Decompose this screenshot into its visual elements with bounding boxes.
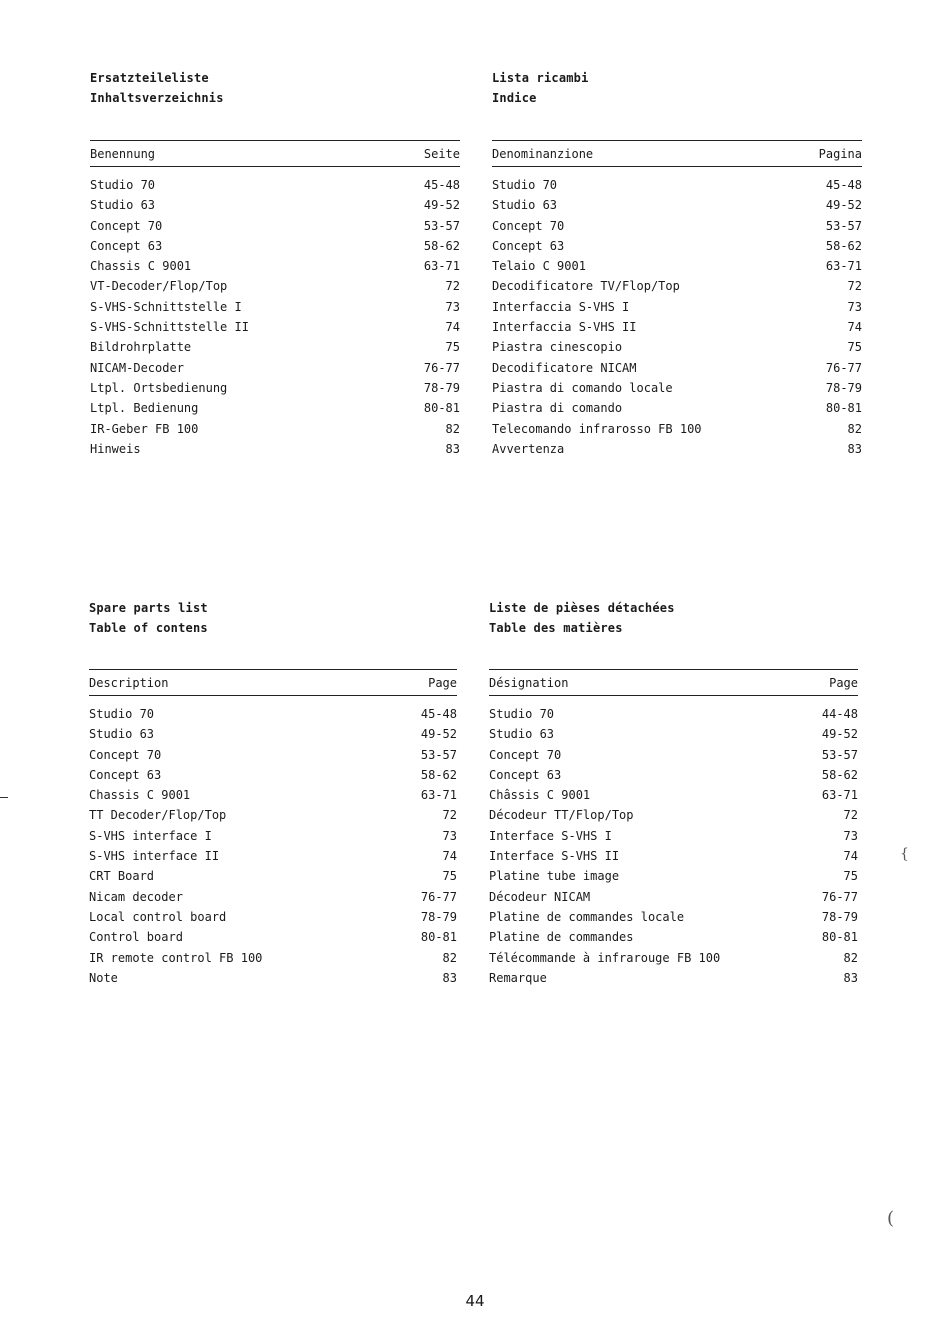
- row-page: 74: [442, 849, 457, 864]
- scan-mark: [0, 797, 8, 798]
- table-row: [489, 826, 858, 846]
- column-header-description: Description: [89, 675, 169, 690]
- table-row: [489, 907, 858, 927]
- row-page: 80-81: [821, 930, 858, 945]
- row-label: S-VHS interface II: [89, 849, 220, 864]
- row-label: Bildrohrplatte: [90, 340, 192, 355]
- row-label: Studio 63: [492, 198, 558, 213]
- row-page: 49-52: [420, 727, 457, 742]
- table-row: [90, 256, 460, 276]
- row-label: Hinweis: [90, 441, 141, 456]
- table-row: [89, 907, 457, 927]
- section-subtitle: Table des matières: [489, 621, 623, 635]
- row-label: CRT Board: [89, 869, 155, 884]
- row-label: Concept 70: [492, 218, 565, 233]
- table-row: [90, 276, 460, 296]
- row-label: Decodificatore NICAM: [492, 360, 637, 375]
- table-row: [492, 195, 862, 215]
- row-page: 76-77: [825, 360, 862, 375]
- row-label: Interface S-VHS I: [489, 828, 612, 843]
- row-page: 76-77: [423, 360, 460, 375]
- row-page: 53-57: [420, 747, 457, 762]
- column-header-description: Désignation: [489, 675, 569, 690]
- row-page: 58-62: [825, 238, 862, 253]
- section-german: [90, 68, 460, 456]
- row-page: 74: [847, 320, 862, 335]
- section-title: Spare parts list: [89, 601, 208, 615]
- row-page: 75: [445, 340, 460, 355]
- row-label: Interfaccia S-VHS I: [492, 299, 630, 314]
- row-page: 75: [843, 869, 858, 884]
- column-header-description: Benennung: [90, 146, 156, 161]
- row-label: Télécommande à infrarouge FB 100: [489, 950, 721, 965]
- row-label: Platine de commandes locale: [489, 909, 685, 924]
- row-label: Concept 63: [492, 238, 565, 253]
- row-label: Studio 70: [492, 178, 558, 192]
- row-page: 83: [442, 970, 457, 985]
- table-row: [89, 846, 457, 866]
- row-label: Piastra di comando locale: [492, 380, 673, 395]
- row-page: 63-71: [423, 259, 460, 274]
- row-label: Studio 63: [89, 727, 155, 742]
- row-page: 63-71: [825, 259, 862, 274]
- row-label: Concept 70: [89, 747, 162, 762]
- table-body: [89, 704, 457, 988]
- section-subtitle: Inhaltsverzeichnis: [90, 91, 224, 105]
- table-row: [90, 216, 460, 236]
- table-row: [492, 337, 862, 357]
- table-row: [89, 724, 457, 744]
- row-page: 53-57: [423, 218, 460, 233]
- row-page: 72: [442, 808, 457, 823]
- section-english: [89, 598, 457, 985]
- row-page: 63-71: [420, 788, 457, 803]
- row-label: IR remote control FB 100: [89, 950, 263, 965]
- row-label: Chassis C 9001: [89, 788, 191, 803]
- table-row: [89, 866, 457, 886]
- row-label: Décodeur NICAM: [489, 889, 591, 904]
- row-page: 49-52: [821, 727, 858, 742]
- table-row: [90, 378, 460, 398]
- row-page: 83: [445, 441, 460, 456]
- section-french: [489, 598, 858, 985]
- table-row: [90, 195, 460, 215]
- row-label: S-VHS interface I: [89, 828, 212, 843]
- table-row: [89, 704, 457, 724]
- table-header: [489, 669, 858, 696]
- table-row: [90, 419, 460, 439]
- contents-table: [89, 669, 457, 988]
- section-title: Ersatzteileliste: [90, 71, 209, 85]
- row-page: 53-57: [825, 218, 862, 233]
- table-header: [90, 140, 460, 167]
- row-page: 73: [847, 299, 862, 314]
- row-page: 44-48: [821, 707, 858, 721]
- row-label: Concept 63: [489, 767, 562, 782]
- table-row: [489, 785, 858, 805]
- table-row: [489, 968, 858, 988]
- row-label: Decodificatore TV/Flop/Top: [492, 279, 680, 294]
- row-page: 63-71: [821, 788, 858, 803]
- row-label: Concept 70: [489, 747, 562, 762]
- row-page: 80-81: [420, 930, 457, 945]
- table-row: [492, 297, 862, 317]
- table-row: [89, 745, 457, 765]
- table-row: [89, 948, 457, 968]
- row-label: Remarque: [489, 970, 547, 985]
- row-label: NICAM-Decoder: [90, 360, 184, 375]
- table-row: [89, 826, 457, 846]
- row-label: Nicam decoder: [89, 889, 183, 904]
- row-page: 45-48: [423, 178, 460, 192]
- row-label: Châssis C 9001: [489, 788, 591, 803]
- row-page: 72: [843, 808, 858, 823]
- row-page: 80-81: [423, 401, 460, 416]
- row-label: Concept 63: [90, 238, 163, 253]
- column-header-description: Denominanzione: [492, 146, 594, 161]
- row-label: Studio 70: [90, 178, 156, 192]
- table-row: [489, 704, 858, 724]
- table-row: [90, 297, 460, 317]
- table-row: [89, 968, 457, 988]
- row-page: 78-79: [420, 909, 457, 924]
- row-label: Interfaccia S-VHS II: [492, 320, 637, 335]
- row-page: 72: [847, 279, 862, 294]
- row-page: 76-77: [821, 889, 858, 904]
- page-number: 44: [465, 1292, 485, 1310]
- row-label: Local control board: [89, 909, 227, 924]
- row-page: 58-62: [423, 238, 460, 253]
- contents-table: [90, 140, 460, 459]
- table-row: [492, 276, 862, 296]
- row-page: 82: [843, 950, 858, 965]
- table-row: [90, 317, 460, 337]
- row-page: 73: [843, 828, 858, 843]
- row-page: 82: [442, 950, 457, 965]
- scan-mark: (: [887, 1208, 895, 1229]
- table-row: [489, 846, 858, 866]
- table-row: [492, 317, 862, 337]
- section-italian: [492, 68, 862, 456]
- table-body: [492, 175, 862, 459]
- row-label: Avvertenza: [492, 441, 565, 456]
- table-row: [489, 724, 858, 744]
- row-page: 74: [843, 849, 858, 864]
- table-row: [489, 866, 858, 886]
- section-title: Liste de pièses détachées: [489, 601, 675, 615]
- table-row: [492, 439, 862, 459]
- table-row: [89, 805, 457, 825]
- table-row: [492, 419, 862, 439]
- row-page: 49-52: [423, 198, 460, 213]
- row-label: Platine de commandes: [489, 930, 634, 945]
- row-label: S-VHS-Schnittstelle II: [90, 320, 249, 335]
- row-page: 82: [847, 421, 862, 436]
- table-row: [89, 927, 457, 947]
- contents-table: [492, 140, 862, 459]
- row-page: 75: [442, 869, 457, 884]
- row-label: TT Decoder/Flop/Top: [89, 808, 227, 823]
- row-page: 73: [445, 299, 460, 314]
- table-row: [489, 805, 858, 825]
- section-subtitle: Table of contens: [89, 621, 208, 635]
- row-label: Control board: [89, 930, 183, 945]
- column-header-page: Page: [428, 675, 457, 690]
- table-body: [489, 704, 858, 988]
- row-label: Décodeur TT/Flop/Top: [489, 808, 634, 823]
- row-label: Concept 70: [90, 218, 163, 233]
- table-row: [489, 745, 858, 765]
- row-page: 76-77: [420, 889, 457, 904]
- table-row: [492, 175, 862, 195]
- section-title: Lista ricambi: [492, 71, 589, 85]
- row-label: Ltpl. Ortsbedienung: [90, 380, 228, 395]
- row-page: 72: [445, 279, 460, 294]
- row-label: Note: [89, 970, 118, 985]
- table-row: [489, 927, 858, 947]
- row-label: Concept 63: [89, 767, 162, 782]
- row-label: Telaio C 9001: [492, 259, 586, 274]
- row-page: 78-79: [423, 380, 460, 395]
- contents-table: [489, 669, 858, 988]
- table-body: [90, 175, 460, 459]
- table-row: [90, 398, 460, 418]
- row-label: Chassis C 9001: [90, 259, 192, 274]
- row-page: 58-62: [420, 767, 457, 782]
- row-label: Interface S-VHS II: [489, 849, 620, 864]
- table-row: [492, 256, 862, 276]
- row-label: S-VHS-Schnittstelle I: [90, 299, 242, 314]
- row-page: 83: [843, 970, 858, 985]
- table-row: [489, 887, 858, 907]
- row-label: Piastra di comando: [492, 401, 623, 416]
- row-page: 80-81: [825, 401, 862, 416]
- column-header-page: Pagina: [818, 146, 862, 161]
- row-label: VT-Decoder/Flop/Top: [90, 279, 228, 294]
- row-page: 78-79: [821, 909, 858, 924]
- table-row: [90, 236, 460, 256]
- table-header: [492, 140, 862, 167]
- row-page: 45-48: [420, 707, 457, 721]
- table-row: [492, 358, 862, 378]
- section-subtitle: Indice: [492, 91, 537, 105]
- row-page: 45-48: [825, 178, 862, 192]
- row-label: Studio 63: [90, 198, 156, 213]
- row-label: Piastra cinescopio: [492, 340, 623, 355]
- column-header-page: Page: [829, 675, 858, 690]
- column-header-page: Seite: [423, 146, 460, 161]
- row-label: Studio 70: [89, 707, 155, 721]
- table-row: [492, 236, 862, 256]
- table-row: [89, 765, 457, 785]
- row-page: 49-52: [825, 198, 862, 213]
- scan-mark: {: [900, 846, 909, 862]
- row-label: Studio 63: [489, 727, 555, 742]
- row-page: 82: [445, 421, 460, 436]
- row-page: 78-79: [825, 380, 862, 395]
- table-row: [89, 785, 457, 805]
- table-row: [492, 398, 862, 418]
- row-page: 53-57: [821, 747, 858, 762]
- row-page: 73: [442, 828, 457, 843]
- row-label: Platine tube image: [489, 869, 620, 884]
- row-page: 74: [445, 320, 460, 335]
- table-row: [489, 948, 858, 968]
- table-row: [492, 378, 862, 398]
- row-page: 83: [847, 441, 862, 456]
- table-row: [90, 358, 460, 378]
- table-row: [90, 439, 460, 459]
- row-page: 75: [847, 340, 862, 355]
- row-label: Studio 70: [489, 707, 555, 721]
- table-row: [489, 765, 858, 785]
- row-label: Telecomando infrarosso FB 100: [492, 421, 702, 436]
- table-row: [492, 216, 862, 236]
- table-row: [89, 887, 457, 907]
- row-page: 58-62: [821, 767, 858, 782]
- row-label: IR-Geber FB 100: [90, 421, 199, 436]
- table-header: [89, 669, 457, 696]
- table-row: [90, 175, 460, 195]
- table-row: [90, 337, 460, 357]
- row-label: Ltpl. Bedienung: [90, 401, 199, 416]
